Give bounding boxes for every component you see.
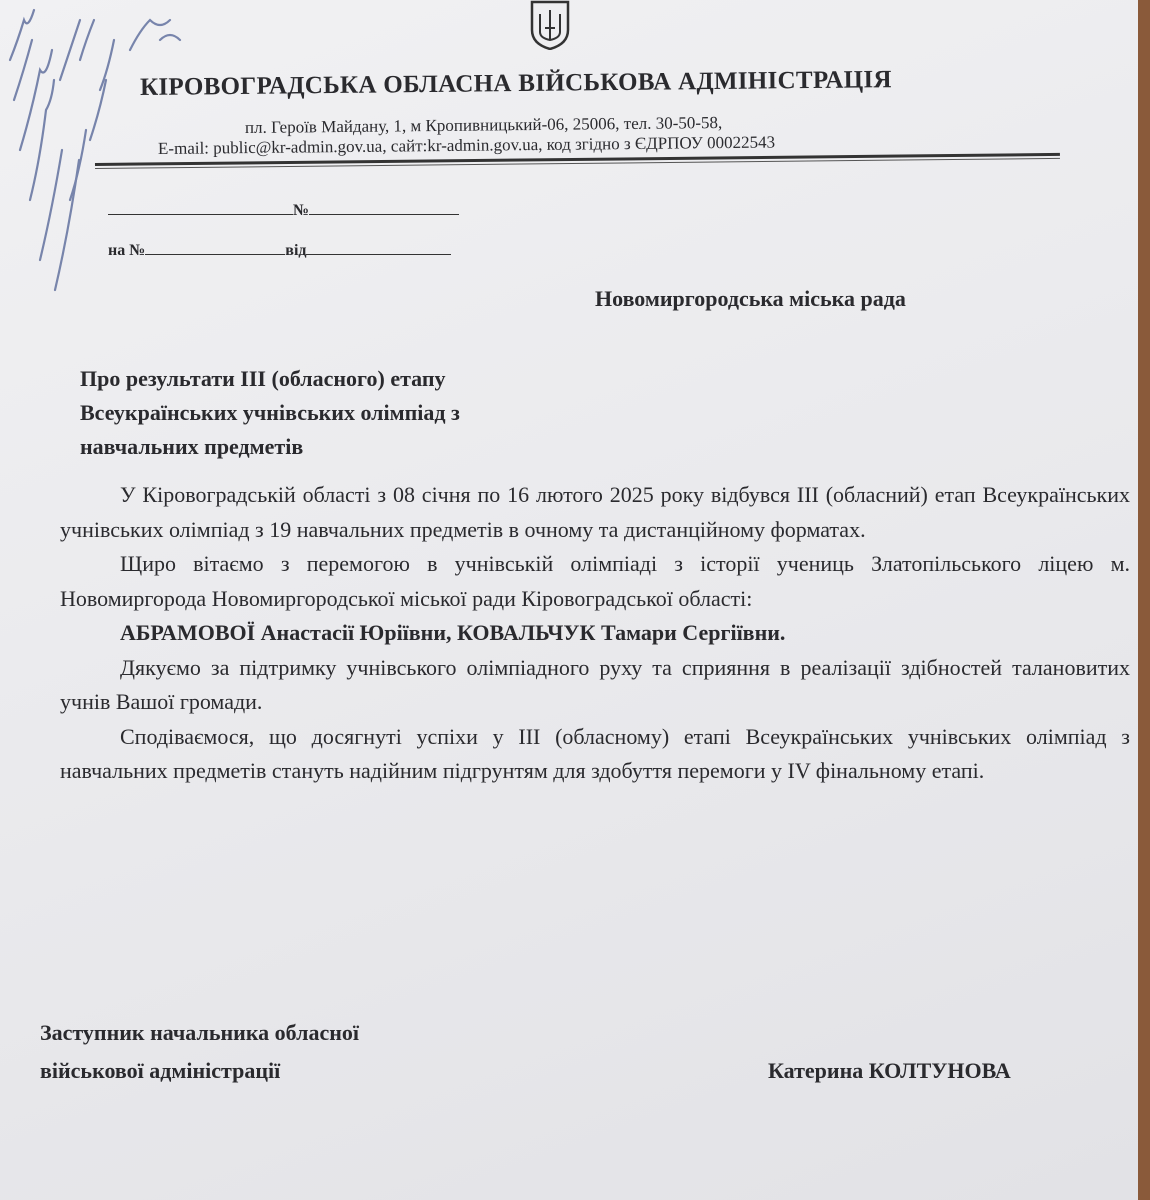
paragraph: Щиро вітаємо з перемогою в учнівській олімпіаді з історії учениць Златопільського ліцею м. Новомиргорода Новомиргородської міської ради Кіровоградської області: — [60, 551, 1130, 611]
coat-of-arms-icon — [528, 0, 572, 50]
date-from-blank — [306, 240, 451, 255]
letter-body — [60, 478, 1130, 789]
in-reply-blank — [145, 240, 285, 255]
paragraph: У Кіровоградській області з 08 січня по 16 лютого 2025 року відбувся ІІІ (обласний) етап Всеукраїнських учнівських олімпіад з 19 навчальних предметів в очному та дистанційному форматах. — [60, 482, 1130, 542]
organization-address: пл. Героїв Майдану, 1, м Кропивницький-06, 25006, тел. 30-50-58, — [244, 113, 723, 137]
outgoing-number-line — [108, 200, 459, 220]
student-names: АБРАМОВОЇ Анастасії Юріївни, КОВАЛЬЧУК Тамари Сергіївни. — [120, 620, 786, 645]
subject — [80, 362, 460, 464]
incoming-reference-line — [108, 240, 451, 260]
position-line: Заступник начальника обласної — [40, 1020, 360, 1045]
subject-line: Всеукраїнських учнівських олімпіад з — [80, 400, 460, 425]
position-line: військової адміністрації — [40, 1058, 281, 1083]
organization-contacts: E-mail: public@kr-admin.gov.ua, сайт:kr-admin.gov.ua, код згідно з ЄДРПОУ 00022543 — [157, 132, 776, 158]
paragraph: Дякуємо за підтримку учнівського олімпіадного руху та сприяння в реалізації здібностей талановитих учнів Вашої громади. — [60, 654, 1130, 714]
subject-line: навчальних предметів — [80, 434, 304, 459]
number-label: № — [293, 202, 310, 219]
in-reply-label: на № — [108, 242, 146, 259]
date-blank — [108, 200, 293, 215]
paragraph: Сподіваємося, що досягнуті успіхи у ІІІ (обласному) етапі Всеукраїнських учнівських олімпіад з навчальних предметів стануть надійним підгрунтям для здобуття перемоги у IV фінальному етапі. — [60, 723, 1130, 783]
number-blank — [309, 200, 459, 215]
date-label: від — [285, 242, 307, 259]
recipient: Новомиргородська міська рада — [595, 286, 906, 311]
signatory-position — [40, 1014, 359, 1090]
organization-name: КІРОВОГРАДСЬКА ОБЛАСНА ВІЙСЬКОВА АДМІНІСТРАЦІЯ — [139, 66, 892, 101]
subject-line: Про результати ІІІ (обласного) етапу — [80, 366, 446, 391]
signatory-name: Катерина КОЛТУНОВА — [768, 1058, 1011, 1083]
